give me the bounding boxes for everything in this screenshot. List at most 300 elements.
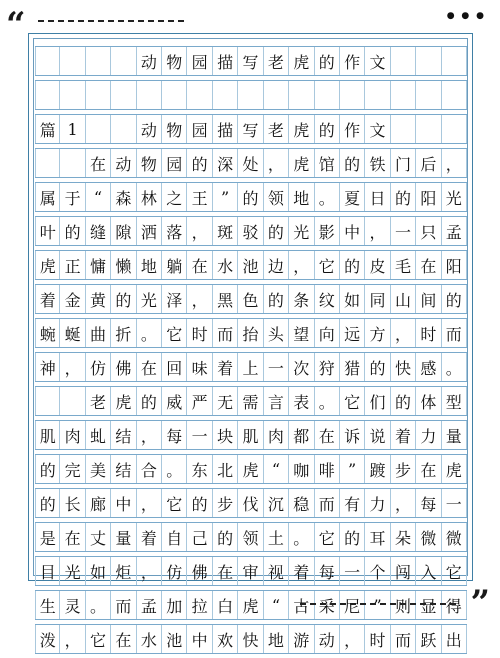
grid-cell: 踱 bbox=[365, 455, 390, 483]
grid-cell: 洒 bbox=[137, 217, 162, 245]
grid-cell: ， bbox=[365, 217, 390, 245]
grid-cell: 朵 bbox=[391, 523, 416, 551]
grid-cell: ， bbox=[391, 489, 416, 517]
grid-cell: 时 bbox=[365, 625, 390, 653]
grid-cell: 蜿 bbox=[35, 319, 60, 347]
grid-cell: 一 bbox=[442, 489, 467, 517]
bottom-decorative-dashes bbox=[300, 603, 456, 605]
grid-cell: 则 bbox=[391, 591, 416, 619]
grid-cell: ， bbox=[340, 625, 365, 653]
grid-cell: 闯 bbox=[391, 557, 416, 585]
grid-cell bbox=[111, 115, 136, 143]
grid-cell: 在 bbox=[137, 353, 162, 381]
grid-cell: 虎 bbox=[238, 591, 263, 619]
grid-cell: 啡 bbox=[315, 455, 340, 483]
grid-cell: 中 bbox=[340, 217, 365, 245]
grid-cell: 的 bbox=[442, 285, 467, 313]
grid-cell: 门 bbox=[391, 149, 416, 177]
grid-cell: 的 bbox=[315, 115, 340, 143]
grid-cell: 的 bbox=[35, 455, 60, 483]
grid-cell: 白 bbox=[213, 591, 238, 619]
grid-cell: 显 bbox=[416, 591, 441, 619]
grid-cell: 有 bbox=[340, 489, 365, 517]
grid-cell bbox=[60, 47, 85, 75]
grid-cell: 加 bbox=[162, 591, 187, 619]
grid-cell bbox=[365, 81, 390, 109]
grid-cell: 斑 bbox=[213, 217, 238, 245]
grid-cell: 审 bbox=[238, 557, 263, 585]
grid-cell: 快 bbox=[238, 625, 263, 653]
grid-cell: 阳 bbox=[416, 183, 441, 211]
grid-cell: 步 bbox=[391, 455, 416, 483]
grid-cell bbox=[111, 47, 136, 75]
grid-cell: 王 bbox=[187, 183, 212, 211]
grid-cell: 。 bbox=[315, 183, 340, 211]
grid-cell: ” bbox=[340, 455, 365, 483]
heading-row bbox=[35, 114, 467, 144]
grid-cell: 入 bbox=[416, 557, 441, 585]
grid-cell: 肌 bbox=[35, 421, 60, 449]
grid-cell: 物 bbox=[137, 149, 162, 177]
grid-cell: 而 bbox=[111, 591, 136, 619]
grid-cell: 目 bbox=[35, 557, 60, 585]
grid-cell: 肉 bbox=[60, 421, 85, 449]
grid-cell: 视 bbox=[264, 557, 289, 585]
grid-cell: 。 bbox=[137, 319, 162, 347]
grid-cell: 虎 bbox=[442, 455, 467, 483]
grid-cell: 虎 bbox=[289, 115, 314, 143]
grid-cell: 动 bbox=[111, 149, 136, 177]
text-row bbox=[35, 148, 467, 178]
grid-cell: 美 bbox=[86, 455, 111, 483]
grid-cell: 黑 bbox=[213, 285, 238, 313]
grid-cell bbox=[416, 47, 441, 75]
grid-cell: 神 bbox=[35, 353, 60, 381]
grid-cell bbox=[162, 81, 187, 109]
grid-cell: 动 bbox=[137, 47, 162, 75]
grid-cell: 。 bbox=[86, 591, 111, 619]
grid-cell bbox=[35, 149, 60, 177]
grid-cell: 在 bbox=[416, 455, 441, 483]
grid-cell: 它 bbox=[315, 523, 340, 551]
grid-cell: “ bbox=[264, 455, 289, 483]
grid-cell: 肌 bbox=[238, 421, 263, 449]
grid-cell: 园 bbox=[187, 115, 212, 143]
grid-cell: 叶 bbox=[35, 217, 60, 245]
grid-cell: 的 bbox=[365, 353, 390, 381]
grid-cell: 力 bbox=[365, 489, 390, 517]
grid-cell: 着 bbox=[35, 285, 60, 313]
grid-cell: 廊 bbox=[86, 489, 111, 517]
grid-cell: 着 bbox=[213, 353, 238, 381]
grid-cell: 它 bbox=[162, 319, 187, 347]
grid-cell: 结 bbox=[111, 421, 136, 449]
grid-cell: 毛 bbox=[391, 251, 416, 279]
grid-cell: 作 bbox=[340, 47, 365, 75]
grid-cell: 每 bbox=[162, 421, 187, 449]
grid-cell: 而 bbox=[213, 319, 238, 347]
grid-cell: 古 bbox=[289, 591, 314, 619]
grid-cell: 欢 bbox=[213, 625, 238, 653]
text-row bbox=[35, 624, 467, 654]
text-row bbox=[35, 590, 467, 620]
grid-cell: 老 bbox=[264, 47, 289, 75]
grid-cell: 光 bbox=[442, 183, 467, 211]
grid-cell: 肉 bbox=[264, 421, 289, 449]
grid-cell: 夏 bbox=[340, 183, 365, 211]
grid-cell: 耳 bbox=[365, 523, 390, 551]
grid-cell: 一 bbox=[264, 353, 289, 381]
grid-cell: 炬 bbox=[111, 557, 136, 585]
grid-cell: 写 bbox=[238, 47, 263, 75]
grid-cell: 己 bbox=[187, 523, 212, 551]
grid-cell bbox=[340, 81, 365, 109]
grid-cell: 型 bbox=[442, 387, 467, 415]
grid-cell: 如 bbox=[340, 285, 365, 313]
grid-cell: ， bbox=[137, 421, 162, 449]
grid-cell: 。 bbox=[162, 455, 187, 483]
grid-cell: 诉 bbox=[340, 421, 365, 449]
grid-cell: 出 bbox=[442, 625, 467, 653]
row-gap bbox=[35, 654, 467, 658]
grid-cell: “ bbox=[86, 183, 111, 211]
grid-cell bbox=[391, 47, 416, 75]
grid-cell: 水 bbox=[213, 251, 238, 279]
grid-cell: 园 bbox=[162, 149, 187, 177]
corner-dots: ● ● ● bbox=[446, 11, 486, 21]
grid-cell: 无 bbox=[213, 387, 238, 415]
grid-cell: 后 bbox=[416, 149, 441, 177]
grid-cell: 灵 bbox=[60, 591, 85, 619]
grid-cell: 地 bbox=[137, 251, 162, 279]
grid-cell: 林 bbox=[137, 183, 162, 211]
grid-cell: 动 bbox=[137, 115, 162, 143]
grid-cell: 落 bbox=[162, 217, 187, 245]
grid-cell: 的 bbox=[60, 217, 85, 245]
grid-cell: 头 bbox=[264, 319, 289, 347]
grid-cell: 在 bbox=[213, 557, 238, 585]
grid-cell: 。 bbox=[315, 387, 340, 415]
grid-cell: 望 bbox=[289, 319, 314, 347]
title-row bbox=[35, 46, 467, 76]
grid-cell: 长 bbox=[60, 489, 85, 517]
grid-cell: 属 bbox=[35, 183, 60, 211]
grid-cell: 每 bbox=[416, 489, 441, 517]
grid-cell: ， bbox=[391, 319, 416, 347]
grid-cell: 生 bbox=[35, 591, 60, 619]
grid-cell: 伐 bbox=[238, 489, 263, 517]
grid-cell: 1 bbox=[60, 115, 85, 143]
grid-cell: ， bbox=[187, 285, 212, 313]
grid-cell: 结 bbox=[111, 455, 136, 483]
grid-cell: 它 bbox=[442, 557, 467, 585]
text-row bbox=[35, 386, 467, 416]
grid-cell: 深 bbox=[213, 149, 238, 177]
grid-cell: 光 bbox=[137, 285, 162, 313]
grid-cell: 需 bbox=[238, 387, 263, 415]
grid-cell: 。 bbox=[289, 523, 314, 551]
grid-cell: 隙 bbox=[111, 217, 136, 245]
blank-row bbox=[35, 80, 467, 110]
grid-cell: 在 bbox=[86, 149, 111, 177]
grid-cell: 如 bbox=[86, 557, 111, 585]
grid-cell: 的 bbox=[213, 523, 238, 551]
grid-cell: 物 bbox=[162, 47, 187, 75]
grid-cell: 沉 bbox=[264, 489, 289, 517]
grid-cell bbox=[35, 387, 60, 415]
text-row bbox=[35, 318, 467, 348]
grid-cell: 丈 bbox=[86, 523, 111, 551]
grid-cell: 的 bbox=[238, 183, 263, 211]
grid-cell: 北 bbox=[213, 455, 238, 483]
grid-cell: 的 bbox=[35, 489, 60, 517]
text-row bbox=[35, 454, 467, 484]
grid-cell: ， bbox=[60, 625, 85, 653]
grid-cell: ， bbox=[442, 149, 467, 177]
grid-cell bbox=[416, 81, 441, 109]
text-row bbox=[35, 420, 467, 450]
grid-cell bbox=[315, 81, 340, 109]
grid-cell: 的 bbox=[315, 47, 340, 75]
grid-cell: 次 bbox=[289, 353, 314, 381]
grid-cell bbox=[442, 47, 467, 75]
grid-cell: 领 bbox=[238, 523, 263, 551]
grid-cell: 微 bbox=[442, 523, 467, 551]
text-row bbox=[35, 182, 467, 212]
grid-cell: 文 bbox=[365, 115, 390, 143]
grid-cell: 中 bbox=[187, 625, 212, 653]
grid-cell: 着 bbox=[289, 557, 314, 585]
grid-cell: 作 bbox=[340, 115, 365, 143]
text-row bbox=[35, 488, 467, 518]
grid-cell: 体 bbox=[416, 387, 441, 415]
grid-cell: 拉 bbox=[187, 591, 212, 619]
grid-cell: 块 bbox=[213, 421, 238, 449]
grid-cell: 老 bbox=[86, 387, 111, 415]
grid-cell: 一 bbox=[391, 217, 416, 245]
grid-cell: 的 bbox=[111, 285, 136, 313]
grid-cell: ， bbox=[289, 251, 314, 279]
grid-cell: 的 bbox=[391, 387, 416, 415]
text-row bbox=[35, 522, 467, 552]
grid-cell: 们 bbox=[365, 387, 390, 415]
grid-cell: 物 bbox=[162, 115, 187, 143]
grid-cell: ， bbox=[137, 557, 162, 585]
grid-cell: ” bbox=[365, 591, 390, 619]
grid-cell: 量 bbox=[111, 523, 136, 551]
grid-cell bbox=[35, 47, 60, 75]
grid-cell: 快 bbox=[391, 353, 416, 381]
grid-cell bbox=[238, 81, 263, 109]
grid-cell bbox=[442, 81, 467, 109]
grid-cell bbox=[416, 115, 441, 143]
grid-cell bbox=[187, 81, 212, 109]
grid-cell: 味 bbox=[187, 353, 212, 381]
grid-cell: 佛 bbox=[111, 353, 136, 381]
grid-cell: 泼 bbox=[35, 625, 60, 653]
grid-cell: 微 bbox=[416, 523, 441, 551]
grid-cell: 慵 bbox=[86, 251, 111, 279]
grid-cell: 的 bbox=[137, 387, 162, 415]
grid-cell: 正 bbox=[60, 251, 85, 279]
grid-cell bbox=[442, 115, 467, 143]
grid-cell: 它 bbox=[340, 387, 365, 415]
grid-cell: 得 bbox=[442, 591, 467, 619]
grid-cell: 表 bbox=[289, 387, 314, 415]
grid-cell: 远 bbox=[340, 319, 365, 347]
grid-cell: 采 bbox=[315, 591, 340, 619]
grid-cell: 同 bbox=[365, 285, 390, 313]
grid-cell: 影 bbox=[315, 217, 340, 245]
grid-cell bbox=[137, 81, 162, 109]
grid-cell: 时 bbox=[416, 319, 441, 347]
grid-cell: 条 bbox=[289, 285, 314, 313]
top-decorative-dashes bbox=[38, 20, 184, 22]
grid-cell: 个 bbox=[365, 557, 390, 585]
grid-cell: 虎 bbox=[111, 387, 136, 415]
grid-cell: 严 bbox=[187, 387, 212, 415]
grid-cell: 而 bbox=[391, 625, 416, 653]
grid-cell: 黄 bbox=[86, 285, 111, 313]
grid-cell bbox=[35, 81, 60, 109]
grid-cell: 而 bbox=[315, 489, 340, 517]
grid-cell: “ bbox=[264, 591, 289, 619]
grid-cell: ， bbox=[264, 149, 289, 177]
grid-cell: 猎 bbox=[340, 353, 365, 381]
grid-cell: 在 bbox=[315, 421, 340, 449]
grid-cell: 言 bbox=[264, 387, 289, 415]
grid-cell: 在 bbox=[416, 251, 441, 279]
grid-cell: 间 bbox=[416, 285, 441, 313]
grid-cell bbox=[86, 81, 111, 109]
grid-cell: 池 bbox=[162, 625, 187, 653]
grid-cell: 驳 bbox=[238, 217, 263, 245]
text-row bbox=[35, 352, 467, 382]
grid-cell bbox=[391, 81, 416, 109]
grid-cell: 跃 bbox=[416, 625, 441, 653]
grid-cell: 咖 bbox=[289, 455, 314, 483]
grid-cell: 阳 bbox=[442, 251, 467, 279]
grid-cell: 方 bbox=[365, 319, 390, 347]
grid-cell: 篇 bbox=[35, 115, 60, 143]
close-quote-mark: ” bbox=[470, 583, 490, 623]
grid-cell: 边 bbox=[264, 251, 289, 279]
grid-cell: 描 bbox=[213, 47, 238, 75]
grid-cell: 回 bbox=[162, 353, 187, 381]
grid-cell: 折 bbox=[111, 319, 136, 347]
grid-cell bbox=[111, 81, 136, 109]
grid-cell: 完 bbox=[60, 455, 85, 483]
grid-cell: 地 bbox=[264, 625, 289, 653]
grid-cell: 狩 bbox=[315, 353, 340, 381]
grid-cell: ， bbox=[60, 353, 85, 381]
grid-cell: 力 bbox=[416, 421, 441, 449]
grid-cell: 曲 bbox=[86, 319, 111, 347]
grid-cell: 处 bbox=[238, 149, 263, 177]
grid-cell: 日 bbox=[365, 183, 390, 211]
grid-cell: 山 bbox=[391, 285, 416, 313]
grid-cell: 老 bbox=[264, 115, 289, 143]
text-row bbox=[35, 216, 467, 246]
grid-cell bbox=[289, 81, 314, 109]
grid-cell: 抬 bbox=[238, 319, 263, 347]
grid-cell: 懒 bbox=[111, 251, 136, 279]
grid-cell: 着 bbox=[391, 421, 416, 449]
grid-cell: 每 bbox=[315, 557, 340, 585]
grid-cell: 泽 bbox=[162, 285, 187, 313]
grid-cell: 都 bbox=[289, 421, 314, 449]
grid-cell: 文 bbox=[365, 47, 390, 75]
grid-cell: 纹 bbox=[315, 285, 340, 313]
grid-cell: 上 bbox=[238, 353, 263, 381]
grid-cell: 地 bbox=[289, 183, 314, 211]
grid-cell: 虎 bbox=[289, 47, 314, 75]
grid-cell bbox=[60, 81, 85, 109]
grid-cell: 光 bbox=[289, 217, 314, 245]
grid-cell: 只 bbox=[416, 217, 441, 245]
grid-cell: 合 bbox=[137, 455, 162, 483]
grid-cell: ” bbox=[213, 183, 238, 211]
grid-cell: 步 bbox=[213, 489, 238, 517]
grid-cell: 它 bbox=[315, 251, 340, 279]
grid-cell bbox=[60, 387, 85, 415]
grid-cell bbox=[60, 149, 85, 177]
grid-cell: 色 bbox=[238, 285, 263, 313]
grid-cell: 而 bbox=[442, 319, 467, 347]
grid-cell: 在 bbox=[187, 251, 212, 279]
grid-cell: 馆 bbox=[315, 149, 340, 177]
grid-cell: 仿 bbox=[86, 353, 111, 381]
grid-cell: 于 bbox=[60, 183, 85, 211]
grid-cell: 的 bbox=[391, 183, 416, 211]
grid-cell: 领 bbox=[264, 183, 289, 211]
grid-cell: 在 bbox=[60, 523, 85, 551]
grid-cell: 水 bbox=[137, 625, 162, 653]
grid-cell: 威 bbox=[162, 387, 187, 415]
grid-cell: 园 bbox=[187, 47, 212, 75]
grid-cell: 孟 bbox=[442, 217, 467, 245]
grid-cell: 孟 bbox=[137, 591, 162, 619]
grid-cell bbox=[264, 81, 289, 109]
grid-cell: 说 bbox=[365, 421, 390, 449]
grid-cell: 的 bbox=[340, 149, 365, 177]
grid-cell: 的 bbox=[187, 489, 212, 517]
essay-grid bbox=[35, 46, 467, 658]
grid-cell: 虎 bbox=[238, 455, 263, 483]
grid-cell bbox=[86, 47, 111, 75]
grid-cell: 缝 bbox=[86, 217, 111, 245]
grid-cell: 它 bbox=[162, 489, 187, 517]
grid-cell: 佛 bbox=[187, 557, 212, 585]
grid-cell bbox=[86, 115, 111, 143]
grid-cell: ， bbox=[137, 489, 162, 517]
grid-cell: 池 bbox=[238, 251, 263, 279]
grid-cell: 仿 bbox=[162, 557, 187, 585]
grid-cell: 是 bbox=[35, 523, 60, 551]
grid-cell: 。 bbox=[442, 353, 467, 381]
grid-cell: 躺 bbox=[162, 251, 187, 279]
grid-cell bbox=[213, 81, 238, 109]
grid-cell: 它 bbox=[86, 625, 111, 653]
grid-cell: 描 bbox=[213, 115, 238, 143]
grid-cell: 蜒 bbox=[60, 319, 85, 347]
grid-cell: 的 bbox=[264, 217, 289, 245]
grid-cell: 感 bbox=[416, 353, 441, 381]
text-row bbox=[35, 556, 467, 586]
grid-cell: 在 bbox=[111, 625, 136, 653]
grid-cell: 自 bbox=[162, 523, 187, 551]
grid-cell: 之 bbox=[162, 183, 187, 211]
